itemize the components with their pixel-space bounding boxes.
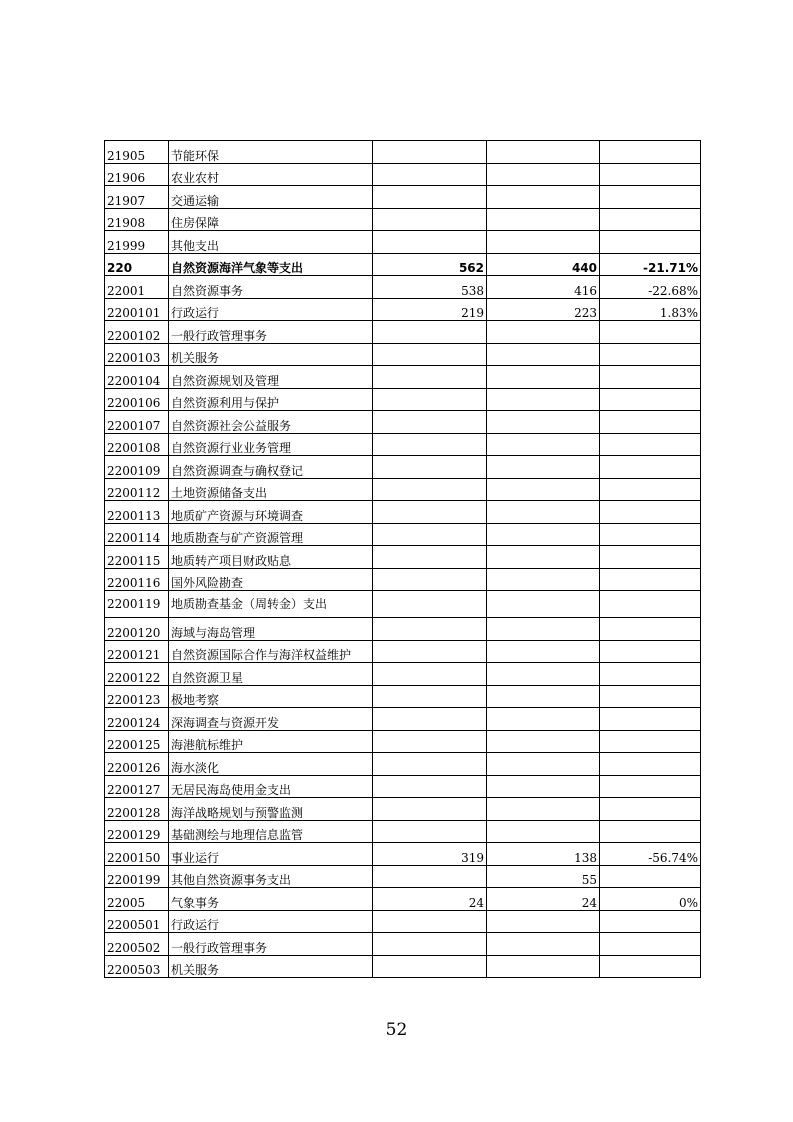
value-cell-1: 319 — [373, 843, 487, 866]
account-code-cell: 21906 — [105, 163, 169, 186]
change-rate-cell — [600, 910, 701, 933]
change-rate-cell — [600, 663, 701, 686]
value-cell-1 — [373, 163, 487, 186]
value-cell-1 — [373, 730, 487, 753]
change-rate-cell — [600, 411, 701, 434]
value-cell-2 — [487, 568, 600, 591]
change-rate-cell: -22.68% — [600, 276, 701, 299]
value-cell-1 — [373, 456, 487, 479]
account-name-cell: 农业农村 — [169, 163, 373, 186]
account-name-cell: 机关服务 — [169, 343, 373, 366]
table-row — [105, 933, 701, 956]
change-rate-cell — [600, 591, 701, 618]
value-cell-2 — [487, 388, 600, 411]
table-row — [105, 820, 701, 843]
change-rate-cell — [600, 933, 701, 956]
table-row — [105, 253, 701, 276]
page-number: 52 — [385, 1020, 408, 1040]
table-row — [105, 298, 701, 321]
account-code-cell: 2200116 — [105, 568, 169, 591]
account-code-cell: 220 — [105, 253, 169, 276]
account-name-cell: 自然资源利用与保护 — [169, 388, 373, 411]
account-name-cell: 一般行政管理事务 — [169, 933, 373, 956]
table-row — [105, 798, 701, 821]
table-row — [105, 456, 701, 479]
account-name-cell: 住房保障 — [169, 208, 373, 231]
account-name-cell: 自然资源行业业务管理 — [169, 433, 373, 456]
change-rate-cell — [600, 955, 701, 978]
change-rate-cell — [600, 186, 701, 209]
account-name-cell: 地质勘查基金（周转金）支出 — [169, 591, 373, 618]
account-name-cell: 其他支出 — [169, 231, 373, 254]
value-cell-1 — [373, 231, 487, 254]
value-cell-2 — [487, 663, 600, 686]
value-cell-2 — [487, 343, 600, 366]
account-name-cell: 行政运行 — [169, 298, 373, 321]
value-cell-1 — [373, 955, 487, 978]
change-rate-cell — [600, 388, 701, 411]
account-name-cell: 自然资源规划及管理 — [169, 366, 373, 389]
change-rate-cell — [600, 568, 701, 591]
value-cell-2 — [487, 231, 600, 254]
table-row — [105, 366, 701, 389]
value-cell-2 — [487, 478, 600, 501]
account-code-cell: 21908 — [105, 208, 169, 231]
value-cell-1 — [373, 388, 487, 411]
value-cell-2 — [487, 955, 600, 978]
value-cell-1 — [373, 591, 487, 618]
change-rate-cell — [600, 618, 701, 641]
change-rate-cell — [600, 231, 701, 254]
table-row — [105, 433, 701, 456]
budget-table — [104, 140, 701, 978]
change-rate-cell: -56.74% — [600, 843, 701, 866]
value-cell-1 — [373, 933, 487, 956]
table-row — [105, 546, 701, 569]
change-rate-cell: 0% — [600, 888, 701, 911]
table-row — [105, 685, 701, 708]
value-cell-1 — [373, 685, 487, 708]
account-name-cell: 自然资源事务 — [169, 276, 373, 299]
table-row — [105, 478, 701, 501]
account-code-cell: 22001 — [105, 276, 169, 299]
account-code-cell: 2200106 — [105, 388, 169, 411]
account-code-cell: 2200113 — [105, 501, 169, 524]
value-cell-1 — [373, 208, 487, 231]
account-name-cell: 地质转产项目财政贴息 — [169, 546, 373, 569]
account-name-cell: 行政运行 — [169, 910, 373, 933]
account-name-cell: 地质矿产资源与环境调查 — [169, 501, 373, 524]
value-cell-1 — [373, 568, 487, 591]
account-name-cell: 基础测绘与地理信息监管 — [169, 820, 373, 843]
account-code-cell: 2200104 — [105, 366, 169, 389]
value-cell-1 — [373, 820, 487, 843]
value-cell-2 — [487, 456, 600, 479]
change-rate-cell — [600, 478, 701, 501]
account-code-cell: 2200150 — [105, 843, 169, 866]
table-row — [105, 843, 701, 866]
account-name-cell: 地质勘查与矿产资源管理 — [169, 523, 373, 546]
account-name-cell: 海水淡化 — [169, 753, 373, 776]
account-code-cell: 2200107 — [105, 411, 169, 434]
account-code-cell: 21905 — [105, 141, 169, 164]
account-name-cell: 深海调查与资源开发 — [169, 708, 373, 731]
table-row — [105, 591, 701, 618]
account-code-cell: 2200199 — [105, 865, 169, 888]
value-cell-2 — [487, 910, 600, 933]
account-code-cell: 2200119 — [105, 591, 169, 618]
value-cell-2 — [487, 820, 600, 843]
change-rate-cell — [600, 321, 701, 344]
table-row — [105, 501, 701, 524]
table-row — [105, 888, 701, 911]
account-code-cell: 2200112 — [105, 478, 169, 501]
account-name-cell: 交通运输 — [169, 186, 373, 209]
account-name-cell: 海洋战略规划与预警监测 — [169, 798, 373, 821]
value-cell-2: 24 — [487, 888, 600, 911]
account-code-cell: 2200109 — [105, 456, 169, 479]
value-cell-2 — [487, 208, 600, 231]
account-name-cell: 自然资源海洋气象等支出 — [169, 253, 373, 276]
value-cell-2 — [487, 163, 600, 186]
account-name-cell: 土地资源储备支出 — [169, 478, 373, 501]
value-cell-1 — [373, 775, 487, 798]
account-name-cell: 事业运行 — [169, 843, 373, 866]
table-row — [105, 231, 701, 254]
value-cell-1: 24 — [373, 888, 487, 911]
value-cell-2 — [487, 775, 600, 798]
value-cell-2 — [487, 685, 600, 708]
value-cell-1 — [373, 523, 487, 546]
value-cell-2: 55 — [487, 865, 600, 888]
value-cell-1 — [373, 186, 487, 209]
table-row — [105, 865, 701, 888]
account-name-cell: 机关服务 — [169, 955, 373, 978]
table-row — [105, 276, 701, 299]
value-cell-2 — [487, 501, 600, 524]
value-cell-1 — [373, 343, 487, 366]
value-cell-1 — [373, 433, 487, 456]
value-cell-2 — [487, 523, 600, 546]
value-cell-1 — [373, 141, 487, 164]
change-rate-cell — [600, 865, 701, 888]
change-rate-cell — [600, 820, 701, 843]
table-row — [105, 186, 701, 209]
value-cell-2: 416 — [487, 276, 600, 299]
value-cell-1 — [373, 910, 487, 933]
change-rate-cell — [600, 546, 701, 569]
account-name-cell: 气象事务 — [169, 888, 373, 911]
change-rate-cell — [600, 798, 701, 821]
change-rate-cell — [600, 163, 701, 186]
value-cell-2 — [487, 933, 600, 956]
account-code-cell: 2200121 — [105, 640, 169, 663]
account-code-cell: 2200502 — [105, 933, 169, 956]
table-row — [105, 640, 701, 663]
value-cell-1 — [373, 501, 487, 524]
account-name-cell: 自然资源调查与确权登记 — [169, 456, 373, 479]
change-rate-cell — [600, 775, 701, 798]
budget-table-body — [105, 141, 701, 978]
value-cell-1 — [373, 640, 487, 663]
table-row — [105, 618, 701, 641]
table-row — [105, 208, 701, 231]
value-cell-1 — [373, 546, 487, 569]
change-rate-cell — [600, 456, 701, 479]
change-rate-cell — [600, 523, 701, 546]
change-rate-cell — [600, 730, 701, 753]
account-code-cell: 21907 — [105, 186, 169, 209]
value-cell-2 — [487, 753, 600, 776]
table-row — [105, 523, 701, 546]
account-code-cell: 2200115 — [105, 546, 169, 569]
account-code-cell: 2200120 — [105, 618, 169, 641]
change-rate-cell — [600, 501, 701, 524]
account-name-cell: 国外风险勘查 — [169, 568, 373, 591]
change-rate-cell — [600, 433, 701, 456]
account-code-cell: 2200125 — [105, 730, 169, 753]
table-row — [105, 163, 701, 186]
value-cell-2 — [487, 618, 600, 641]
table-row — [105, 343, 701, 366]
value-cell-2 — [487, 321, 600, 344]
value-cell-2 — [487, 411, 600, 434]
change-rate-cell — [600, 141, 701, 164]
value-cell-2 — [487, 708, 600, 731]
change-rate-cell — [600, 208, 701, 231]
table-row — [105, 411, 701, 434]
change-rate-cell — [600, 753, 701, 776]
change-rate-cell — [600, 640, 701, 663]
value-cell-2: 440 — [487, 253, 600, 276]
value-cell-2 — [487, 640, 600, 663]
change-rate-cell: 1.83% — [600, 298, 701, 321]
account-code-cell: 2200102 — [105, 321, 169, 344]
value-cell-1 — [373, 663, 487, 686]
account-name-cell: 海域与海岛管理 — [169, 618, 373, 641]
account-code-cell: 2200127 — [105, 775, 169, 798]
table-row — [105, 663, 701, 686]
table-row — [105, 568, 701, 591]
table-row — [105, 955, 701, 978]
account-code-cell: 2200503 — [105, 955, 169, 978]
value-cell-1 — [373, 708, 487, 731]
value-cell-1 — [373, 478, 487, 501]
account-code-cell: 2200108 — [105, 433, 169, 456]
value-cell-1: 562 — [373, 253, 487, 276]
account-name-cell: 自然资源卫星 — [169, 663, 373, 686]
value-cell-2 — [487, 366, 600, 389]
value-cell-2 — [487, 186, 600, 209]
change-rate-cell — [600, 343, 701, 366]
account-code-cell: 2200122 — [105, 663, 169, 686]
change-rate-cell — [600, 685, 701, 708]
value-cell-1 — [373, 618, 487, 641]
change-rate-cell — [600, 708, 701, 731]
account-code-cell: 2200123 — [105, 685, 169, 708]
account-code-cell: 2200124 — [105, 708, 169, 731]
account-name-cell: 海港航标维护 — [169, 730, 373, 753]
value-cell-2 — [487, 546, 600, 569]
table-row — [105, 753, 701, 776]
value-cell-2 — [487, 798, 600, 821]
value-cell-2 — [487, 141, 600, 164]
change-rate-cell — [600, 366, 701, 389]
table-row — [105, 730, 701, 753]
change-rate-cell: -21.71% — [600, 253, 701, 276]
account-code-cell: 2200501 — [105, 910, 169, 933]
value-cell-2: 223 — [487, 298, 600, 321]
value-cell-1 — [373, 411, 487, 434]
table-row — [105, 141, 701, 164]
table-row — [105, 708, 701, 731]
account-name-cell: 一般行政管理事务 — [169, 321, 373, 344]
value-cell-2 — [487, 591, 600, 618]
account-code-cell: 2200126 — [105, 753, 169, 776]
value-cell-1 — [373, 366, 487, 389]
table-row — [105, 775, 701, 798]
value-cell-2 — [487, 730, 600, 753]
value-cell-2: 138 — [487, 843, 600, 866]
account-name-cell: 自然资源社会公益服务 — [169, 411, 373, 434]
account-code-cell: 21999 — [105, 231, 169, 254]
account-code-cell: 2200114 — [105, 523, 169, 546]
account-code-cell: 2200128 — [105, 798, 169, 821]
value-cell-2 — [487, 433, 600, 456]
account-code-cell: 22005 — [105, 888, 169, 911]
account-code-cell: 2200129 — [105, 820, 169, 843]
table-row — [105, 321, 701, 344]
value-cell-1 — [373, 798, 487, 821]
account-code-cell: 2200103 — [105, 343, 169, 366]
account-code-cell: 2200101 — [105, 298, 169, 321]
value-cell-1 — [373, 753, 487, 776]
value-cell-1 — [373, 321, 487, 344]
account-name-cell: 极地考察 — [169, 685, 373, 708]
account-name-cell: 其他自然资源事务支出 — [169, 865, 373, 888]
account-name-cell: 无居民海岛使用金支出 — [169, 775, 373, 798]
value-cell-1: 219 — [373, 298, 487, 321]
value-cell-1 — [373, 865, 487, 888]
account-name-cell: 节能环保 — [169, 141, 373, 164]
account-name-cell: 自然资源国际合作与海洋权益维护 — [169, 640, 373, 663]
table-row — [105, 388, 701, 411]
value-cell-1: 538 — [373, 276, 487, 299]
table-row — [105, 910, 701, 933]
